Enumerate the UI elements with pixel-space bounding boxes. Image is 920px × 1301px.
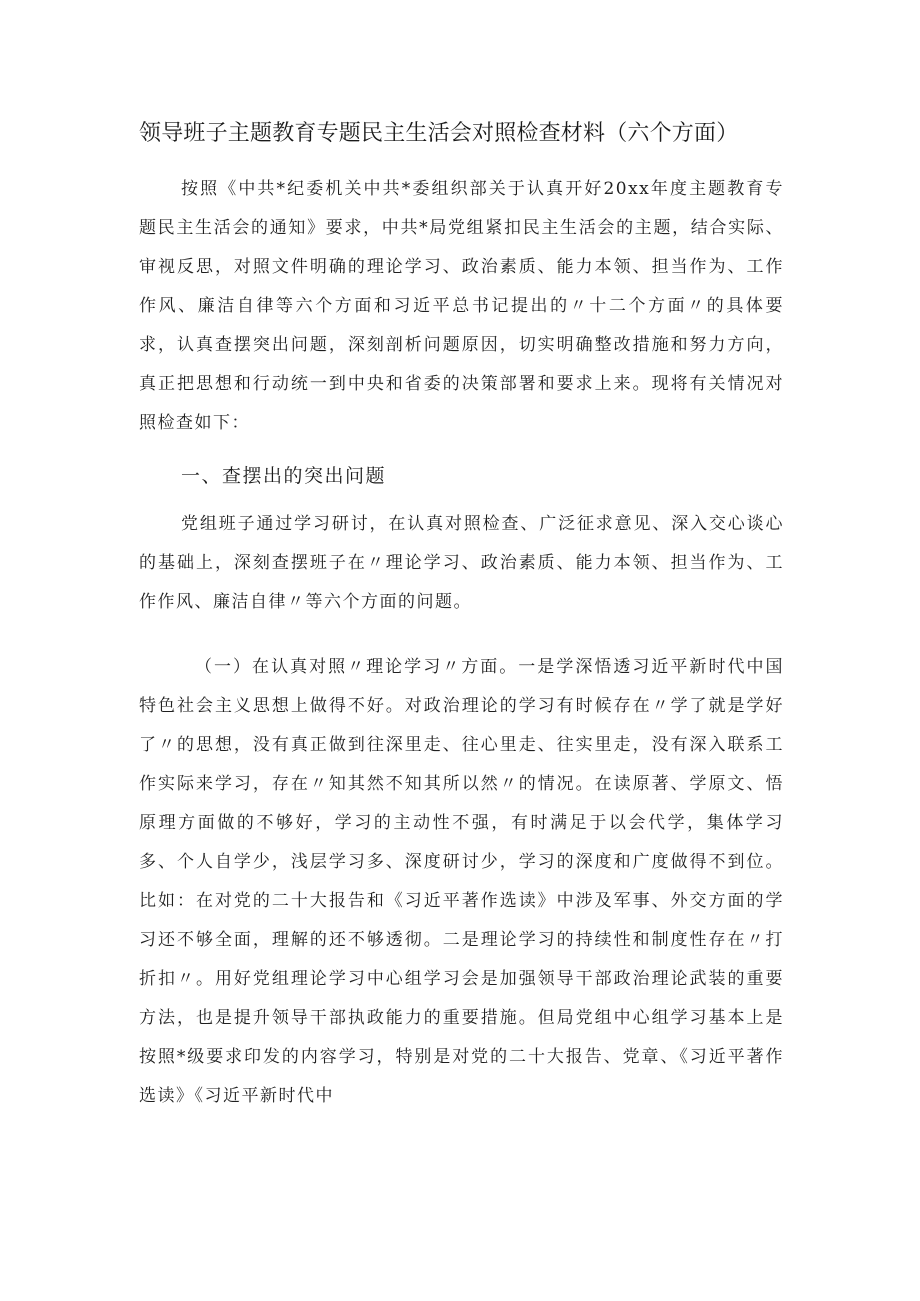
section-heading: 一、查摆出的突出问题 xyxy=(181,465,387,487)
document-title: 领导班子主题教育专题民主生活会对照检查材料（六个方面） xyxy=(139,121,739,146)
intro-paragraph: 按照《中共*纪委机关中共*委组织部关于认真开好20xx年度主题教育专题民主生活会的通知》要求，中共*局党组紧扣民主生活会的主题，结合实际、审视反思，对照文件明确的理论学习、政治素质、能力本领、担当作为、工作作风、廉洁自律等六个方面和习近平总书记提出的〃十二个方面〃的具体要求，认真查摆突出问题，深刻剖析问题原因，切实明确整改措施和努力方向，真正把思想和行动统一到中央和省委的决策部署和要求上来。现将有关情况对照检查如下： xyxy=(139,179,784,433)
item-1-paragraph: （一）在认真对照〃理论学习〃方面。一是学深悟透习近平新时代中国特色社会主义思想上做得不好。对政治理论的学习有时候存在〃学了就是学好了〃的思想，没有真正做到往深里走、往心里走、往实里走，没有深入联系工作实际来学习，存在〃知其然不知其所以然〃的情况。在读原著、学原文、悟原理方面做的不够好，学习的主动性不强，有时满足于以会代学，集体学习多、个人自学少，浅层学习多、深度研讨少，学习的深度和广度做得不到位。比如：在对党的二十大报告和《习近平著作选读》中涉及军事、外交方面的学习还不够全面，理解的还不够透彻。二是理论学习的持续性和制度性存在〃打折扣〃。用好党组理论学习中心组学习会是加强领导干部政治理论武装的重要方法，也是提升领导干部执政能力的重要措施。但局党组中心组学习基本上是按照*级要求印发的内容学习，特别是对党的二十大报告、党章、《习近平著作选读》《习近平新时代中 xyxy=(139,657,784,1106)
section-intro-paragraph: 党组班子通过学习研讨，在认真对照检查、广泛征求意见、深入交心谈心的基础上，深刻查摆班子在〃理论学习、政治素质、能力本领、担当作为、工作作风、廉洁自律〃等六个方面的问题。 xyxy=(139,514,784,612)
